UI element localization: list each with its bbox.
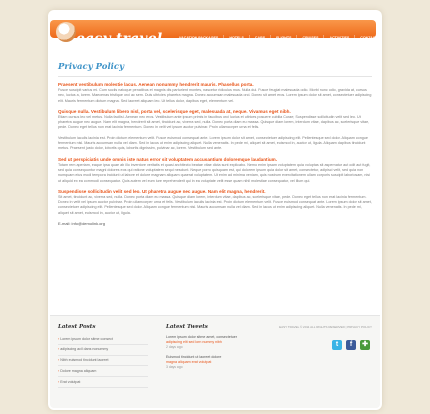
nav-item-contacts[interactable]: CONTACTS: [360, 36, 380, 40]
delicious-icon[interactable]: ✚: [360, 340, 370, 350]
contact-email[interactable]: E-mail: info@demolink.org: [58, 221, 105, 227]
post-link[interactable]: › Dolore magna aliquam: [58, 366, 148, 377]
copyright-text: EASY TRAVEL © 2011 ALL RIGHTS RESERVED | PRIVACY POLICY: [279, 325, 372, 329]
social-links: [332, 340, 370, 350]
post-link[interactable]: › adipiscing acil dans nonummy: [58, 345, 148, 356]
tweet-item: [166, 355, 274, 370]
section-text: Etiam cursus leo vel metus. Nulla facilisi. Aenean nec eros. Vestibulum ante ipsum primis in faucibus orci luctus et ultrices posuere cubilia Curae; Suspendisse sollicitudin velit sed leo. Ut pharetra augue nec augue. Nam elit magna, hendrerit sit amet, tincidunt ac, viverra sed, nulla. Donec porta diam eu massa. Quisque diam lorem, interdum vitae, dapibus ac, scelerisque vitae, pede. Donec eget tellus non erat lacinia fermentum. Donec in velit vel ipsum auctor pulvinar. Proin ullamcorper urna et felis.: [58, 114, 370, 130]
nav-item-cruises[interactable]: CRUISES: [297, 35, 324, 42]
post-link[interactable]: › Nibh euismod tincidunt laoreet: [58, 356, 148, 367]
tweet-link[interactable]: magna aliquam erat volutpat: [166, 360, 212, 364]
header: [48, 10, 382, 47]
nav-item-cars[interactable]: CARS: [250, 35, 271, 42]
tweet-text: Euismod tincidunt ut laoreet dolore: [166, 355, 222, 359]
tweet-item: [166, 335, 274, 350]
latest-posts-title: Latest Posts: [58, 324, 96, 330]
post-link[interactable]: › Erat volutpat: [58, 377, 148, 388]
page-container: [48, 10, 382, 410]
main-navbar: [50, 20, 380, 47]
nav-item-flights[interactable]: FLIGHTS: [271, 35, 297, 42]
section-heading: Suspendisse sollicitudin velit sed leo. Ut pharetra augue nec augue. Nam elit magna, hendrerit.: [58, 188, 266, 194]
page-title: Privacy Policy: [58, 62, 125, 72]
title-divider: [58, 76, 372, 77]
section-text: Fusce suscipit varius mi. Cum sociis natoque penatibus et magnis dis parturient montes, nascetur ridiculus mus. Nulla dui. Fusce feugiat malesuada odio. Morbi nunc odio, gravida at, cursus nec, luctus a, lorem. Maecenas tristique orci ac sem. Duis ultricies pharetra magna. Donec accumsan malesuada orci. Donec sit amet eros. Lorem ipsum dolor sit amet, consectetuer adipiscing elit. Mauris fermentum dictum magna. Sed laoreet aliquam leo. Ut tellus dolor, dapibus eget, elementum vel.: [58, 88, 372, 103]
nav-item-activities[interactable]: ACTIVITIES: [324, 35, 355, 42]
main-menu: [174, 35, 382, 42]
brand-logo[interactable]: easy travel: [76, 31, 163, 47]
latest-posts: [58, 324, 148, 388]
tweet-time: 3 days ago: [166, 365, 183, 369]
footer: [50, 315, 380, 408]
section-text: Totam rem aperiam, eaque ipsa quae ab illo inventore veritatis et quasi architecto beatae vitae dicta sunt explicabo. Nemo enim ipsam voluptatem quia voluptas sit aspernatur aut odit aut fugit, sed quia consequuntur magni dolores eos qui ratione voluptatem sequi nesciunt. Neque porro quisquam est, qui dolorem ipsum quia dolor sit amet, consectetur, adipisci velit, sed quia non numquam eius modi tempora incidunt ut labore et dolore magnam aliquam quaerat voluptatem. Ut enim ad minima veniam, quis nostrum exercitationem ullam corporis suscipit laboriosam, nisi ut aliquid ex ea commodi consequatur. Quis autem vel eum iure reprehenderit qui in ea voluptate velit esse quam nihil molestiae consequatur, vel illum qui.: [58, 162, 371, 183]
section-text: Vestibulum iaculis lacinia est. Proin dictum elementum velit. Fusce euismod consequat ante. Lorem ipsum dolor sit amet, consectetuer adipiscing elit. Pellentesque sed dolor. Aliquam congue fermentum nisl. Mauris accumsan nulla vel diam. Sed in lacus ut enim adipiscing aliquet. Nulla venenatis. In pede mi, aliquet sit amet, euismod in, auctor ut, ligula. Aliquam dapibus tincidunt metus. Praesent justo dolor, lobortis quis, lobortis dignissim, pulvinar ac, lorem. Vestibulum sed ante.: [58, 135, 368, 151]
nav-item-vacation-packages[interactable]: VACATION PACKAGES: [174, 35, 224, 42]
main-content: [58, 62, 372, 226]
tweet-link[interactable]: adipiscing elit sed lorn nummy nibh: [166, 340, 222, 344]
tweet-text: Lorem ipsum dolor sitme amet, consectetuer: [166, 335, 237, 339]
section-heading: Quisque nulla. Vestibulum libero nisl, porta vel, scelerisque eget, malesuada at, neque. Vivamus eget nibh.: [58, 108, 291, 114]
section-text: Sit amet, tincidunt ac, viverra sed, nulla. Donec porta diam eu massa. Quisque diam lorem, interdum vitae, dapibus ac, scelerisque vitae, pede. Donec eget tellus non erat lacinia fermentum. Donec in velit vel ipsum auctor pulvinar. Proin ullamcorper urna et felis. Vestibulum iaculis lacinia est. Proin dictum elementum velit. Fusce euismod consequat ante. Lorem ipsum dolor sit amet, consectetuer adipiscing elit. Pellentesque sed dolor. Aliquam congue fermentum nisl. Mauris accumsan nulla vel diam. Sed in lacus ut enim adipiscing aliquet. Nulla venenatis. In pede mi, aliquet sit amet, euismod in, auctor ut, ligula.: [58, 194, 372, 215]
latest-tweets: [166, 324, 274, 370]
twitter-icon[interactable]: t: [332, 340, 342, 350]
facebook-icon[interactable]: f: [346, 340, 356, 350]
post-link[interactable]: › Lorem ipsum dolor sitme consect: [58, 334, 148, 345]
logo-badge-icon: [56, 22, 76, 42]
latest-tweets-title: Latest Tweets: [166, 324, 208, 330]
section-heading: Sed ut perspiciatis unde omnis iste natus error sit voluptatem accusantium doloremque laudantium.: [58, 156, 278, 162]
tweet-time: 2 days ago: [166, 345, 183, 349]
nav-item-hotels[interactable]: HOTELS: [224, 35, 250, 42]
section-heading: Praesent vestibulum molestie lacus. Aenean nonummy hendrerit mauris. Phasellus porta.: [58, 82, 254, 87]
